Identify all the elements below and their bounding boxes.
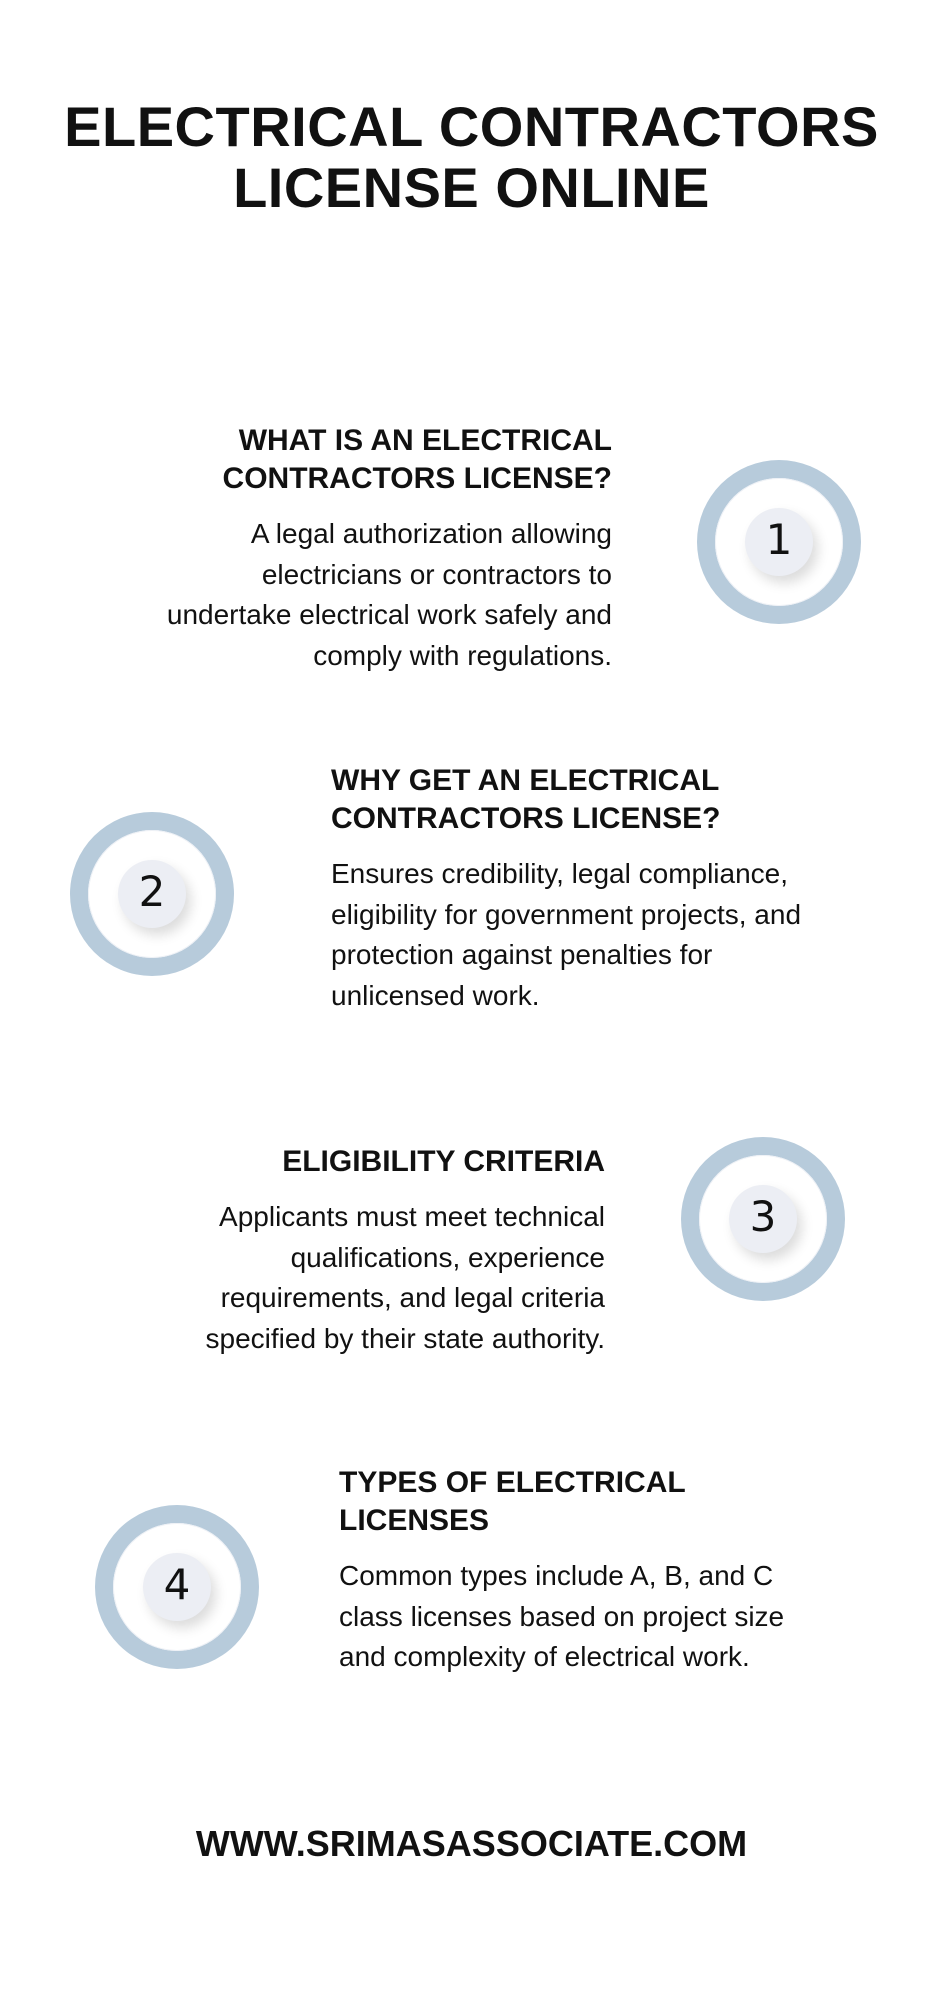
section-2-body (331, 854, 891, 1016)
section-4-body-line: class licenses based on project size (339, 1600, 785, 1632)
section-4-body-line: Common types include A, B, and C (339, 1560, 774, 1591)
section-2-body-line: Ensures credibility, legal compliance, (331, 858, 789, 889)
step-number-3: 3 (749, 1192, 777, 1241)
section-3-heading-line-1: ELIGIBILITY CRITERIA (282, 1145, 605, 1178)
section-2-heading-line-1: WHY GET AN ELECTRICAL (331, 764, 720, 797)
step-badge-2 (70, 812, 234, 976)
section-3-body-line: requirements, and legal criteria (220, 1282, 605, 1313)
section-1-body-line: electricians or contractors to (261, 558, 612, 590)
page-title-line-2: LICENSE ONLINE (233, 156, 710, 219)
footer-website: WWW.SRIMASASSOCIATE.COM (195, 1823, 748, 1864)
step-number-4: 4 (163, 1560, 191, 1609)
section-4-heading (339, 1464, 859, 1540)
section-1 (110, 422, 612, 676)
section-3-body-line: qualifications, experience (290, 1241, 605, 1273)
section-3-body (140, 1197, 605, 1359)
step-number-1: 1 (765, 515, 793, 564)
step-badge-3 (681, 1137, 845, 1301)
section-1-body-line: A legal authorization allowing (250, 518, 612, 549)
section-4-heading-line-2: LICENSES (339, 1504, 490, 1537)
section-1-heading (110, 422, 612, 498)
section-2-body-line: unlicensed work. (331, 979, 540, 1011)
section-3 (140, 1143, 605, 1359)
section-2 (331, 762, 891, 1016)
section-1-body (110, 514, 612, 676)
section-1-body-line: undertake electrical work safely and (166, 599, 612, 630)
step-badge-1 (697, 460, 861, 624)
step-number-2: 2 (138, 867, 166, 916)
section-3-heading (140, 1143, 605, 1181)
section-2-heading (331, 762, 891, 838)
section-3-body-line: specified by their state authority. (205, 1322, 605, 1354)
step-badge-4 (95, 1505, 259, 1669)
section-2-body-line: protection against penalties for (331, 939, 713, 970)
section-1-body-line: comply with regulations. (313, 639, 612, 671)
page-title (0, 96, 943, 218)
section-4 (339, 1464, 859, 1678)
section-2-heading-line-2: CONTRACTORS LICENSE? (331, 802, 721, 835)
section-3-body-line: Applicants must meet technical (219, 1201, 605, 1232)
page-title-line-1: ELECTRICAL CONTRACTORS (64, 95, 879, 158)
section-4-heading-line-1: TYPES OF ELECTRICAL (339, 1466, 686, 1499)
section-1-heading-line-1: WHAT IS AN ELECTRICAL (238, 424, 612, 457)
section-4-body-line: and complexity of electrical work. (339, 1641, 750, 1672)
section-4-body (339, 1556, 859, 1678)
section-1-heading-line-2: CONTRACTORS LICENSE? (222, 462, 612, 495)
section-2-body-line: eligibility for government projects, and (331, 898, 802, 930)
